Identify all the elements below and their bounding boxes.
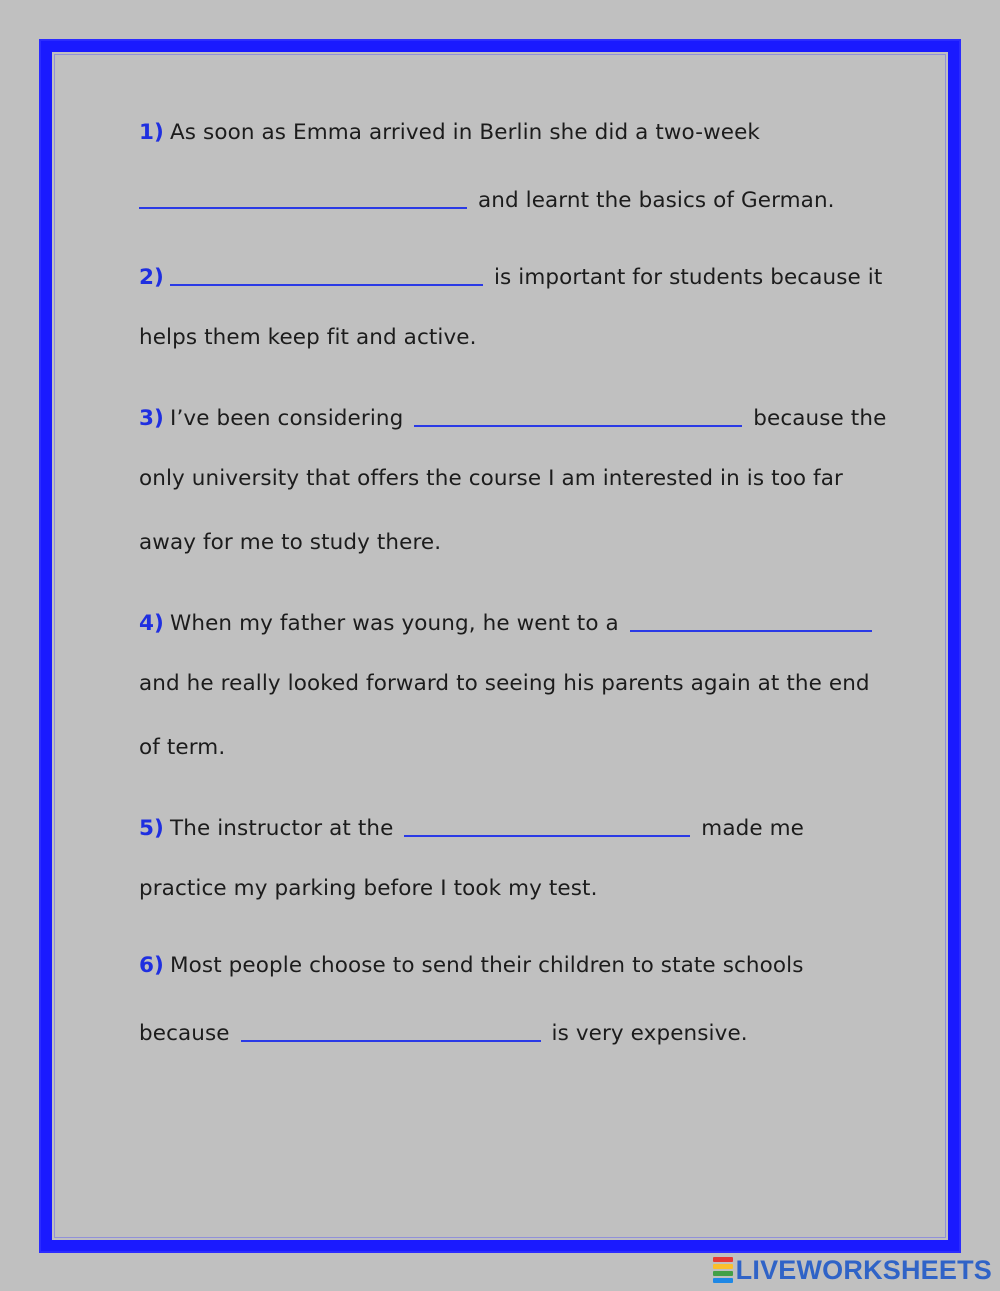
question-6-line-2 — [139, 1010, 899, 1074]
question-1 — [139, 113, 899, 241]
question-2-line-1 — [139, 254, 899, 318]
question-text: because — [139, 1021, 230, 1046]
question-4-line-3 — [139, 728, 899, 792]
question-text: The instructor at the — [170, 816, 394, 841]
worksheet-content — [139, 113, 899, 1074]
question-text: As soon as Emma arrived in Berlin she did a two-week — [170, 120, 760, 145]
question-number: 6) — [139, 953, 164, 978]
question-text: only university that offers the course I am interested in is too far — [139, 466, 843, 491]
question-3 — [139, 395, 899, 587]
answer-blank-5[interactable] — [404, 807, 690, 837]
question-text: practice my parking before I took my test. — [139, 876, 598, 901]
answer-blank-6[interactable] — [241, 1012, 541, 1042]
liveworksheets-logo — [713, 1255, 992, 1285]
question-text: because the — [753, 406, 887, 431]
question-5-line-1 — [139, 805, 899, 869]
question-text: Most people choose to send their children to state schools — [170, 953, 804, 978]
question-text: and learnt the basics of German. — [477, 188, 835, 213]
question-3-line-3 — [139, 523, 899, 587]
question-text: helps them keep fit and active. — [139, 325, 477, 350]
answer-blank-3[interactable] — [414, 397, 742, 427]
question-text: of term. — [139, 735, 226, 760]
question-number: 3) — [139, 406, 164, 431]
logo-badge-icon — [713, 1257, 733, 1283]
question-2 — [139, 254, 899, 382]
question-4-line-2 — [139, 664, 899, 728]
question-4 — [139, 600, 899, 792]
question-text: I’ve been considering — [170, 406, 404, 431]
question-5 — [139, 805, 899, 933]
question-5-line-2 — [139, 869, 899, 933]
question-text: made me — [701, 816, 804, 841]
question-4-line-1 — [139, 600, 899, 664]
answer-blank-4[interactable] — [630, 602, 872, 632]
logo-text: LIVEWORKSHEETS — [735, 1254, 992, 1285]
question-number: 1) — [139, 120, 164, 145]
question-6-line-1 — [139, 946, 899, 1010]
question-number: 2) — [139, 265, 164, 290]
question-number: 4) — [139, 611, 164, 636]
question-1-line-2 — [139, 177, 899, 241]
question-text: is important for students because it — [493, 265, 883, 290]
question-text: and he really looked forward to seeing his parents again at the end — [139, 671, 870, 696]
question-2-line-2 — [139, 318, 899, 382]
answer-blank-2[interactable] — [170, 256, 483, 286]
question-text: is very expensive. — [551, 1021, 748, 1046]
question-3-line-2 — [139, 459, 899, 523]
question-3-line-1 — [139, 395, 899, 459]
question-number: 5) — [139, 816, 164, 841]
question-text: away for me to study there. — [139, 530, 442, 555]
answer-blank-1[interactable] — [139, 179, 467, 209]
question-text: When my father was young, he went to a — [170, 611, 619, 636]
question-1-line-1 — [139, 113, 899, 177]
question-6 — [139, 946, 899, 1074]
